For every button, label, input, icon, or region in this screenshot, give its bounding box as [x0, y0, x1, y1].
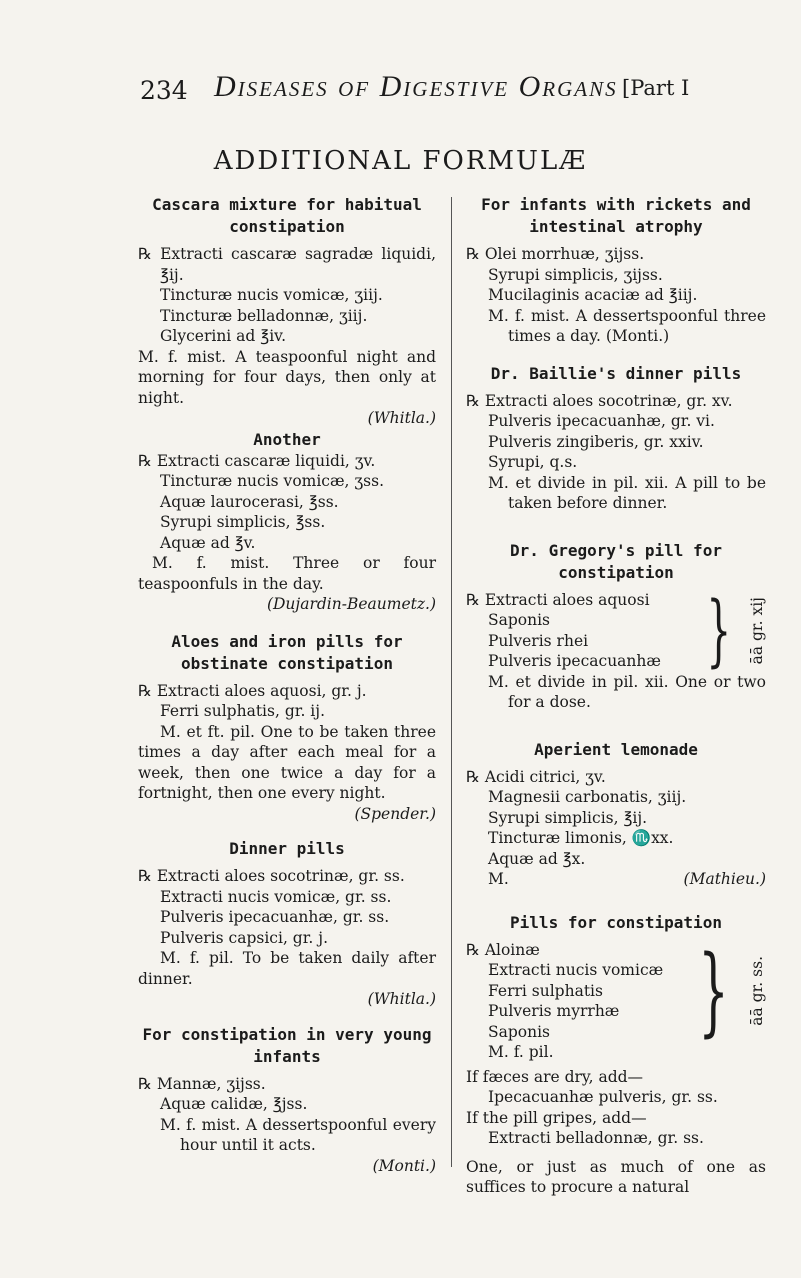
recipe-line: Pulveris rhei [488, 631, 589, 650]
recipe-line: Aquæ ad ℥x. [488, 849, 586, 868]
recipe-line: Saponis [488, 611, 551, 629]
recipe-footer [466, 869, 766, 890]
recipe-line: ℞ Mannæ, ʒijss. [138, 1074, 266, 1093]
section-heading: Pills for constipation [510, 912, 722, 932]
recipe-line: ℞ Aloinæ [466, 940, 540, 959]
recipe-line: ℞ Acidi citrici, ʒv. [466, 767, 606, 786]
recipe-instructions: M. f. pil. [488, 1043, 554, 1061]
recipe-line: Mucilaginis acaciæ ad ℥iij. [488, 286, 698, 304]
recipe-line: Syrupi simplicis, ℥ij. [488, 808, 648, 827]
recipe-note: If the pill gripes, add— [466, 1108, 647, 1127]
recipe-line: Tincturæ nucis vomicæ, ʒiij. [160, 286, 383, 304]
recipe-instructions: M. f. mist. A dessertspoonful three times a day. (Monti.) [488, 306, 766, 345]
part-label: [Part I [622, 76, 690, 100]
recipe-line: Syrupi simplicis, ʒijss. [488, 265, 663, 284]
recipe-instructions: One, or just as much of one as suffices to procure a natural [466, 1157, 766, 1196]
recipe-line: Syrupi, q.s. [488, 453, 578, 471]
section-heading: Another [253, 429, 321, 449]
recipe-line: Aquæ ad ℥v. [160, 533, 256, 552]
recipe-line: ℞ Extracti aloes aquosi, gr. j. [138, 681, 367, 700]
recipe-line: Magnesii carbonatis, ʒiij. [488, 788, 687, 806]
recipe-instructions: M. f. mist. Three or four teaspoonfuls in the day. [138, 554, 436, 593]
recipe-line: Extracti nucis vomicæ [488, 961, 664, 979]
recipe-line: ℞ Extracti aloes socotrinæ, gr. ss. [138, 867, 405, 885]
recipe-line: ℞ Extracti aloes aquosi [466, 590, 650, 609]
brace: } [698, 934, 729, 1047]
recipe-line: Tincturæ nucis vomicæ, ʒss. [160, 472, 384, 490]
recipe-instructions: M. et divide in pil. xii. One or two for a dose. [488, 672, 766, 711]
column-divider [451, 197, 452, 1167]
recipe-line: Pulveris ipecacuanhæ, gr. vi. [488, 412, 715, 430]
recipe-note: If fæces are dry, add— [466, 1067, 644, 1086]
recipe-line: Aquæ laurocerasi, ℥ss. [160, 492, 339, 511]
recipe-line: Pulveris zingiberis, gr. xxiv. [488, 432, 704, 451]
recipe-instructions: M. et divide in pil. xii. A pill to be taken before dinner. [488, 473, 766, 512]
running-header [0, 70, 801, 114]
ingredient-group [466, 934, 766, 1047]
section-heading: For constipation in very young infants [142, 1024, 432, 1066]
right-column [466, 194, 766, 1198]
section-heading: Aperient lemonade [534, 739, 698, 759]
recipe-line: ℞ Extracti cascaræ liquidi, ʒv. [138, 451, 376, 470]
recipe-source: (Spender.) [354, 804, 436, 823]
recipe-line: ℞ Olei morrhuæ, ʒijss. [466, 245, 645, 263]
recipe-instructions: M. f. mist. A dessertspoonful every hour until it acts. [160, 1115, 436, 1154]
recipe-line: Pulveris capsici, gr. j. [160, 928, 329, 947]
recipe-line: Pulveris ipecacuanhæ [488, 652, 661, 670]
recipe-line: Ferri sulphatis [488, 981, 603, 1000]
recipe-line: Extracti nucis vomicæ, gr. ss. [160, 887, 392, 906]
recipe-line: Pulveris myrrhæ [488, 1002, 620, 1020]
recipe-instructions: M. [488, 870, 509, 888]
brace: } [706, 585, 732, 676]
recipe-source: (Whitla.) [367, 409, 436, 427]
recipe-line: Syrupi simplicis, ℥ss. [160, 513, 326, 531]
recipe-instructions: M. et ft. pil. One to be taken three times a day after each meal for a week, then one twice a day for a fortnight, then one every night. [138, 722, 436, 802]
ingredient-group [466, 585, 766, 676]
recipe-line: Saponis [488, 1022, 551, 1041]
recipe-line: Glycerini ad ℥iv. [160, 327, 287, 345]
recipe-line: Ferri sulphatis, gr. ij. [160, 702, 325, 720]
recipe-line: Aquæ calidæ, ℥jss. [160, 1095, 308, 1113]
dose-label: āā gr. xij [748, 596, 766, 665]
section-heading: Aloes and iron pills for obstinate constipation [171, 631, 403, 673]
left-column [138, 194, 436, 1176]
section-heading: Dr. Baillie's dinner pills [490, 363, 742, 383]
recipe-source: (Whitla.) [367, 990, 436, 1008]
dose-label: āā gr. ss. [748, 955, 766, 1026]
recipe-line: Extracti belladonnæ, gr. ss. [488, 1129, 704, 1147]
recipe-line: Tincturæ belladonnæ, ʒiij. [160, 306, 368, 325]
recipe-source: (Monti.) [372, 1156, 436, 1175]
running-title: Diseases of Digestive Organs [214, 70, 618, 103]
recipe-line: Ipecacuanhæ pulveris, gr. ss. [488, 1088, 718, 1106]
recipe-line: Pulveris ipecacuanhæ, gr. ss. [160, 908, 390, 926]
page-number: 234 [140, 76, 188, 105]
recipe-source: (Mathieu.) [683, 870, 766, 888]
section-heading: Dinner pills [229, 839, 345, 858]
page-title: ADDITIONAL FORMULÆ [213, 146, 588, 176]
recipe-line: ℞ Extracti aloes socotrinæ, gr. xv. [466, 391, 733, 410]
section-heading: Cascara mixture for habitual constipation [152, 195, 422, 236]
recipe-line: Tincturæ limonis, ♏xx. [488, 829, 674, 847]
recipe-line: ℞ Extracti cascaræ sagradæ liquidi, ℥ij. [138, 245, 436, 284]
recipe-source: (Dujardin-Beaumetz.) [266, 595, 436, 613]
section-heading: For infants with rickets and intestinal atrophy [481, 195, 751, 236]
section-heading: Dr. Gregory's pill for constipation [510, 540, 722, 582]
recipe-instructions: M. f. pil. To be taken daily after dinner. [138, 949, 436, 988]
recipe-instructions: M. f. mist. A teaspoonful night and morning for four days, then only at night. [138, 347, 436, 407]
